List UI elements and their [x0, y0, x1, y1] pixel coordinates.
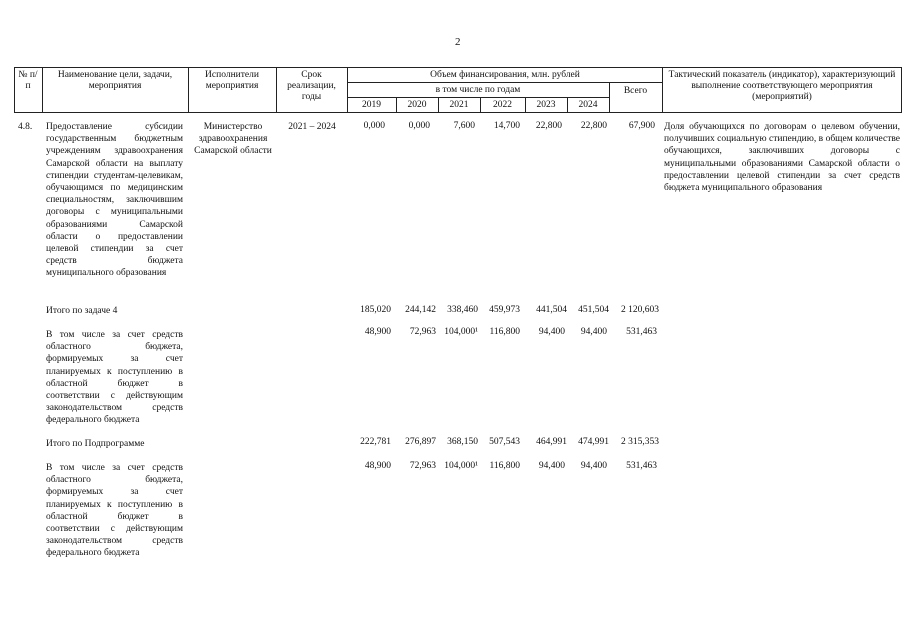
value-2021: 7,600	[453, 121, 475, 131]
value-2023: 22,800	[535, 121, 562, 131]
value-total: 531,463	[626, 461, 657, 471]
value-2022: 116,800	[489, 327, 520, 337]
value-2022: 14,700	[493, 121, 520, 131]
value-2023: 94,400	[538, 327, 565, 337]
value-2019: 48,900	[364, 327, 391, 337]
header-year-2024: 2024	[578, 100, 598, 110]
value-2019: 48,900	[364, 461, 391, 471]
header-executor: Исполнители мероприятия	[205, 70, 259, 91]
value-2019: 0,000	[363, 121, 385, 131]
value-2024: 22,800	[580, 121, 607, 131]
value-2020: 244,142	[405, 305, 436, 315]
value-2020: 0,000	[408, 121, 430, 131]
header-name: Наименование цели, задачи, мероприятия	[57, 70, 173, 91]
value-2020: 276,897	[405, 437, 436, 447]
total-subprogram-label: Итого по Подпрограмме	[46, 439, 145, 449]
header-year-2019: 2019	[362, 100, 381, 110]
value-2021: 368,150	[447, 437, 478, 447]
value-2023: 464,991	[536, 437, 567, 447]
value-2022: 507,543	[489, 437, 520, 447]
row-name: Предоставление субсидии государственным бюджетным учреждениям здравоохранения Самарской области на выплату стипендии студентам-целевикам, обучающимся по медицинским специальностям, заключившим договоры с муниципальными образованиями Самарской области о предоставлении целевой стипендии за счет средств бюджета муниципального образования	[46, 122, 183, 279]
value-2024: 94,400	[580, 461, 607, 471]
row-indicator: Доля обучающихся по договорам о целевом обучении, получивших социальную стипендию, в общем количестве обучающихся, заключивших договоры с муниципальными образованиями Самарской области о предоставлении целевой стипендии за счет средств бюджета муниципального образования	[664, 122, 900, 194]
header-indicator: Тактический показатель (индикатор), характеризующий выполнение соответствующего мероприятия (мероприятий)	[668, 70, 896, 102]
value-2019: 222,781	[360, 437, 391, 447]
value-2021: 104,000¹	[444, 327, 478, 337]
value-2023: 441,504	[536, 305, 567, 315]
value-2022: 459,973	[489, 305, 520, 315]
value-2021: 104,000¹	[444, 461, 478, 471]
including-task-label: В том числе за счет средств областного бюджета, формируемых за счет планируемых к поступлению в областной бюджет в соответствии с действующим законодательством средств федерального бюджета	[46, 330, 183, 426]
value-2023: 94,400	[538, 461, 565, 471]
including-subprogram-label: В том числе за счет средств областного бюджета, формируемых за счет планируемых к поступлению в областной бюджет в соответствии с действующим законодательством средств федерального бюджета	[46, 463, 183, 559]
header-no: № п/п	[18, 70, 38, 91]
header-funding: Объем финансирования, млн. рублей	[430, 70, 580, 80]
header-year-2022: 2022	[493, 100, 512, 110]
value-total: 67,900	[628, 121, 655, 131]
value-2021: 338,460	[447, 305, 478, 315]
value-2024: 474,991	[578, 437, 609, 447]
header-year-2020: 2020	[407, 100, 427, 110]
value-2020: 72,963	[409, 461, 436, 471]
row-executor: Министерство здравоохранения Самарской области	[194, 122, 272, 157]
value-2020: 72,963	[409, 327, 436, 337]
value-total: 531,463	[626, 327, 657, 337]
header-by-years: в том числе по годам	[435, 85, 521, 95]
value-2022: 116,800	[489, 461, 520, 471]
value-2024: 94,400	[580, 327, 607, 337]
row-number: 4.8.	[18, 122, 33, 132]
value-total: 2 120,603	[621, 305, 659, 315]
total-task-label: Итого по задаче 4	[46, 306, 118, 316]
value-total: 2 315,353	[621, 437, 659, 447]
header-term: Срок реализации, годы	[287, 70, 336, 102]
header-year-2023: 2023	[536, 100, 556, 110]
value-2024: 451,504	[578, 305, 609, 315]
header-total: Всего	[623, 86, 648, 96]
row-term: 2021 – 2024	[288, 122, 336, 132]
page-number: 2	[455, 36, 461, 48]
header-year-2021: 2021	[449, 100, 469, 110]
value-2019: 185,020	[360, 305, 391, 315]
